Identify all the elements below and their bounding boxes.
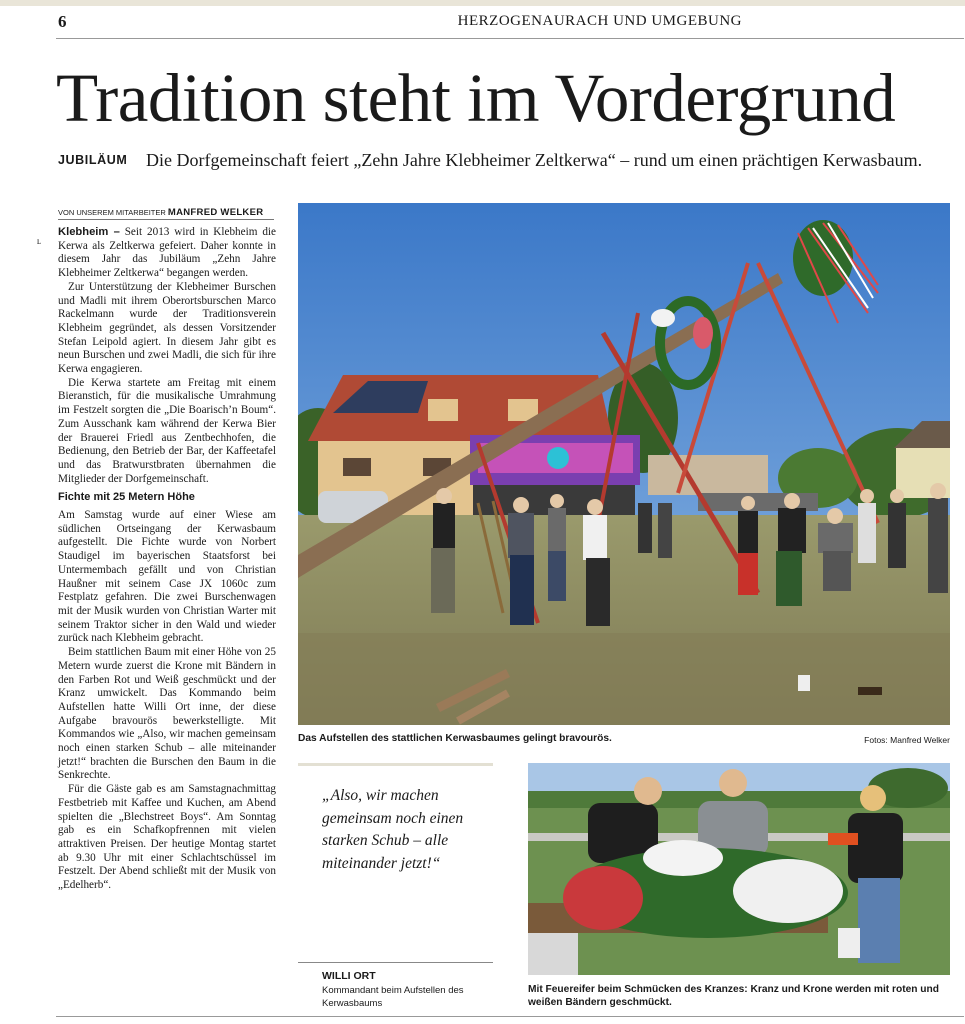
paragraph-4: Am Samstag wurde auf einer Wiese am südlichen Ortseingang der Kerwasbaum aufgestellt. Die Fichte wurde von Norbert Staudigel im bayerischen Staatsforst bei Untermembach gefällt und von Christian Haußner mit seinem Case JX 1060c zum Festplatz gefahren. Die zwei Burschenwagen mit der Musik wurden von Christian Warter mit seinem Traktor sicher in den Wald und wieder zurück nach Klebheim gebracht. <box>58 509 276 645</box>
byline <box>58 207 263 218</box>
photo1-caption: Das Aufstellen des stattlichen Kerwasbaumes gelingt bravourös. <box>298 733 612 744</box>
paragraph-2: Zur Unterstützung der Klebheimer Burschen und Madli mit ihrem Oberortsburschen Marco Rackelmann wurde der Traditionsverein Klebheim gegründet, als dessen Vorsitzender Stefan Leipold agiert. In diesem Jahr gibt es neun Burschen und zwei Madli, die sich für ihre Kerwa engagieren. <box>58 280 276 376</box>
header-rule <box>56 38 964 39</box>
top-color-bar <box>0 0 965 6</box>
quote-top-rule <box>298 763 493 766</box>
article-body <box>58 226 276 893</box>
margin-mark: ʟ <box>37 236 41 246</box>
footer-rule <box>56 1016 964 1017</box>
dateline: Klebheim – <box>58 226 120 238</box>
photo-credit: Fotos: Manfred Welker <box>864 735 950 745</box>
photo-wreath-decorating <box>528 763 950 975</box>
quote-author: WILLI ORT <box>322 970 376 982</box>
page-number: 6 <box>58 12 67 31</box>
pull-quote: „Also, wir machen gemeinsam noch einen starken Schub – alle miteinander jetzt!“ <box>322 787 464 872</box>
paragraph-1 <box>58 226 276 281</box>
quote-author-role: Kommandant beim Aufstellen des Kerwasbaums <box>322 985 464 1009</box>
section-title: HERZOGENAURACH UND UMGEBUNG <box>457 13 742 29</box>
paragraph-3: Die Kerwa startete am Freitag mit einem Bieranstich, für die musikalische Umrahmung im Festzelt sorgten die „Die Boarisch’n Boum“. Zum Ausschank kam während der Kerwa Bier der Brauerei Friedl aus Zentbechhofen, die Bedienung, den Betrieb der Bar, der Kaffeetafel und das Bratwurstbraten übernahmen die Mitglieder der Dorfgemeinschaft. <box>58 376 276 485</box>
headline: Tradition steht im Vordergrund <box>56 60 896 136</box>
photo2-caption: Mit Feuereifer beim Schmücken des Kranzes: Kranz und Krone werden mit roten und weißen Bändern geschmückt. <box>528 984 939 1008</box>
paragraph-1-text: Seit 2013 wird in Klebheim die Kerwa als Zeltkerwa gefeiert. Daher konnte in diesem Jahr das Jubiläum „Zehn Jahre Klebheimer Zeltkerwa“ begangen werden. <box>58 226 276 280</box>
byline-prefix: VON UNSEREM MITARBEITER <box>58 208 166 217</box>
kicker: JUBILÄUM <box>58 153 128 167</box>
byline-author: MANFRED WELKER <box>167 207 264 218</box>
photo-maypole-raising <box>298 203 950 725</box>
paragraph-6: Für die Gäste gab es am Samstagnachmittag Festbetrieb mit Kaffee und Kuchen, am Abend spielten die „Blechstreet Boys“. Am Sonntag gab es ein Schafkopfrennen mit vielen attraktiven Preisen. Der heutige Montag startet ab 9.30 Uhr mit einer Schlachtschüssel im Festzelt. Der Abend schließt mit der Musik von „Edelherb“. <box>58 783 276 892</box>
subheadline: Die Dorfgemeinschaft feiert „Zehn Jahre Klebheimer Zeltkerwa“ – rund um einen prächtigen Kerwasbaum. <box>146 150 923 170</box>
byline-rule <box>58 219 274 220</box>
paragraph-5: Beim stattlichen Baum mit einer Höhe von 25 Metern wurde zuerst die Krone mit Bändern in den Farben Rot und Weiß geschmückt und der Kranz umwickelt. Das Kommando beim Aufstellen hatte Willi Ort inne, der diese Aufgabe bravourös bewerkstelligte. Mit Kommandos wie „Also, wir machen gemeinsam noch einen starken Schub – alle miteinander jetzt!“ brachten die Burschen den Baum in die Senkrechte. <box>58 646 276 782</box>
quote-bottom-rule <box>298 962 493 963</box>
subheading: Fichte mit 25 Metern Höhe <box>58 491 195 504</box>
